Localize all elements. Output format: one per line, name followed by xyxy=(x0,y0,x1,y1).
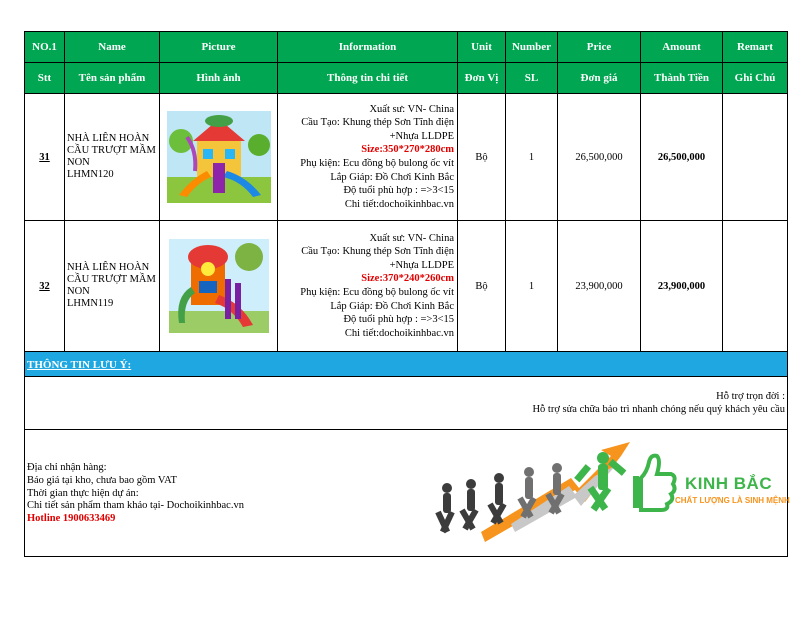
row-stt[interactable]: 31 xyxy=(25,94,65,221)
product-name: NHÀ LIÊN HOÀN CẦU TRƯỢT MẦM NON LHMN120 xyxy=(65,94,160,221)
product-unit: Bộ xyxy=(458,94,506,221)
header-unit-vn: Đơn Vị xyxy=(458,63,506,94)
header-row-english xyxy=(25,32,788,63)
header-unit: Unit xyxy=(458,32,506,63)
row-stt[interactable]: 32 xyxy=(25,221,65,352)
header-number: Number xyxy=(506,32,558,63)
product-qty: 1 xyxy=(506,221,558,352)
header-unit-price: Đơn giá xyxy=(558,63,641,94)
playground-image xyxy=(167,111,271,203)
header-amount: Amount xyxy=(641,32,723,63)
header-no: NO.1 xyxy=(25,32,65,63)
product-size: Size:370*240*260cm xyxy=(361,273,454,285)
header-total: Thành Tiền xyxy=(641,63,723,94)
table-row xyxy=(25,221,788,352)
brand-slogan: CHẤT LƯỢNG LÀ SINH MỆNH xyxy=(675,496,790,505)
vat-note: Báo giá tại kho, chưa bao gồm VAT xyxy=(27,474,177,486)
note-title[interactable]: THÔNG TIN LƯU Ý: xyxy=(27,359,132,371)
product-remark xyxy=(723,94,788,221)
header-note: Ghi Chú xyxy=(723,63,788,94)
product-unit: Bộ xyxy=(458,221,506,352)
note-bar xyxy=(25,352,788,377)
header-name: Name xyxy=(65,32,160,63)
product-reference: Chi tiết sản phẩm tham khảo tại- Dochoikinhbac.vn xyxy=(27,500,244,512)
product-amount: 26,500,000 xyxy=(641,94,723,221)
product-remark xyxy=(723,221,788,352)
header-price: Price xyxy=(558,32,641,63)
product-amount: 23,900,000 xyxy=(641,221,723,352)
header-row-vietnamese xyxy=(25,63,788,94)
delivery-address: Địa chỉ nhận hàng: xyxy=(27,462,107,473)
footer-section xyxy=(25,430,788,557)
product-info: Xuất sư: VN- China Cầu Tạo: Khung thép Sơn Tĩnh điện +Nhựa LLDPE Size:370*240*260cm Phụ kiện: Ecu đồng bộ bulong ốc vít Lắp Giáp: Đồ Chơi Kinh Bắc Độ tuổi phù hợp : =>3<15 Chi tiết:dochoikinhbac.vn xyxy=(278,221,458,352)
product-info: Xuất sư: VN- China Cầu Tạo: Khung thép Sơn Tĩnh điện +Nhựa LLDPE Size:350*270*280cm Phụ kiện: Ecu đồng bộ bulong ốc vít Lắp Giáp: Đồ Chơi Kinh Bắc Độ tuổi phù hợp : =>3<15 Chi tiết:dochoikinhbac.vn xyxy=(278,94,458,221)
product-price: 26,500,000 xyxy=(558,94,641,221)
product-image xyxy=(160,221,278,352)
hotline[interactable]: Hotline 1900633469 xyxy=(27,513,116,525)
support-repair: Hỗ trợ sửa chữa bảo trì nhanh chóng nếu quý khách yêu cầu xyxy=(532,404,785,415)
product-image xyxy=(160,94,278,221)
support-section xyxy=(25,377,788,430)
playground-image xyxy=(169,239,269,333)
product-name: NHÀ LIÊN HOÀN CẦU TRƯỢT MẦM NON LHMN119 xyxy=(65,221,160,352)
quotation-sheet xyxy=(24,31,790,557)
product-size: Size:350*270*280cm xyxy=(361,144,454,156)
brand-name: KINH BẮC xyxy=(685,474,773,493)
header-information: Information xyxy=(278,32,458,63)
project-duration: Thời gian thực hiện dự án: xyxy=(27,487,139,499)
table-row xyxy=(25,94,788,221)
header-picture: Picture xyxy=(160,32,278,63)
product-price: 23,900,000 xyxy=(558,221,641,352)
header-stt: Stt xyxy=(25,63,65,94)
header-qty: SL xyxy=(506,63,558,94)
support-lifetime: Hỗ trợ trọn đời : xyxy=(716,391,785,402)
brand-banner xyxy=(425,432,790,557)
header-detail-info: Thông tin chi tiết xyxy=(278,63,458,94)
header-remark: Remart xyxy=(723,32,788,63)
header-image: Hình ảnh xyxy=(160,63,278,94)
product-qty: 1 xyxy=(506,94,558,221)
quotation-table xyxy=(24,31,788,557)
header-product-name: Tên sản phẩm xyxy=(65,63,160,94)
